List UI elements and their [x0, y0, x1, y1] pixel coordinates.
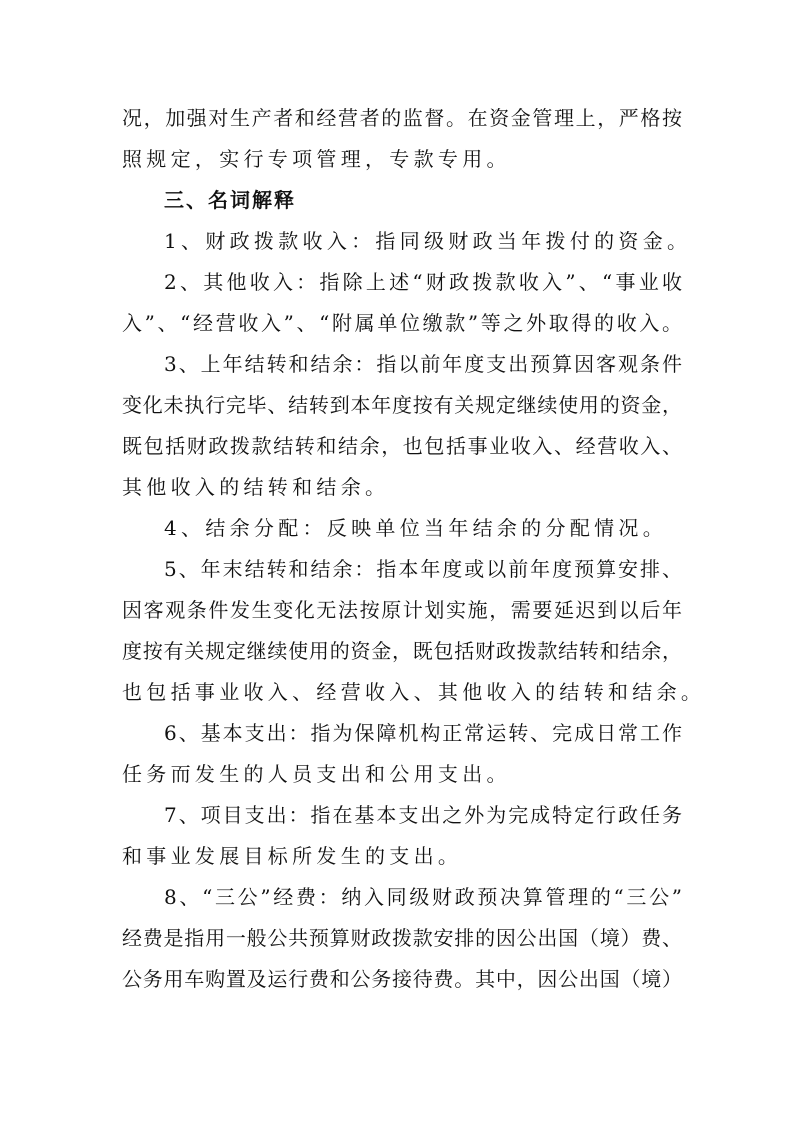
- text-line-6: 入”、“经营收入”、“附属单位缴款”等之外取得的收入。: [122, 311, 682, 335]
- text-line-19: 和事业发展目标所发生的支出。: [122, 844, 463, 868]
- text-line-7: 3、上年结转和结余：指以前年度支出预算因客观条件: [164, 352, 682, 376]
- text-line-15: 也包括事业收入、经营收入、其他收入的结转和结余。: [122, 680, 706, 704]
- text-line-8: 变化未执行完毕、结转到本年度按有关规定继续使用的资金，: [122, 393, 682, 417]
- text-line-20: 8、“三公”经费：纳入同级财政预决算管理的“三公”: [164, 885, 682, 909]
- text-line-16: 6、基本支出：指为保障机构正常运转、完成日常工作: [164, 721, 682, 745]
- text-line-13: 因客观条件发生变化无法按原计划实施，需要延迟到以后年: [122, 598, 682, 622]
- text-line-4: 1、财政拨款收入：指同级财政当年拨付的资金。: [164, 229, 692, 253]
- text-line-22: 公务用车购置及运行费和公务接待费。其中，因公出国（境）: [122, 967, 682, 991]
- text-line-2: 照规定，实行专项管理，专款专用。: [122, 147, 511, 171]
- text-line-12: 5、年末结转和结余：指本年度或以前年度预算安排、: [164, 557, 682, 581]
- text-line-5: 2、其他收入：指除上述“财政拨款收入”、“事业收: [164, 270, 682, 294]
- text-line-9: 既包括财政拨款结转和结余，也包括事业收入、经营收入、: [122, 434, 682, 458]
- text-line-21: 经费是指用一般公共预算财政拨款安排的因公出国（境）费、: [122, 926, 682, 950]
- text-line-14: 度按有关规定继续使用的资金，既包括财政拨款结转和结余，: [122, 639, 682, 663]
- text-line-18: 7、项目支出：指在基本支出之外为完成特定行政任务: [164, 803, 682, 827]
- text-line-11: 4、结余分配：反映单位当年结余的分配情况。: [164, 516, 668, 540]
- text-line-17: 任务而发生的人员支出和公用支出。: [122, 762, 511, 786]
- text-line-10: 其他收入的结转和结余。: [122, 475, 390, 499]
- section-heading: 三、名词解释: [164, 188, 296, 212]
- text-line-1: 况，加强对生产者和经营者的监督。在资金管理上，严格按: [122, 106, 682, 130]
